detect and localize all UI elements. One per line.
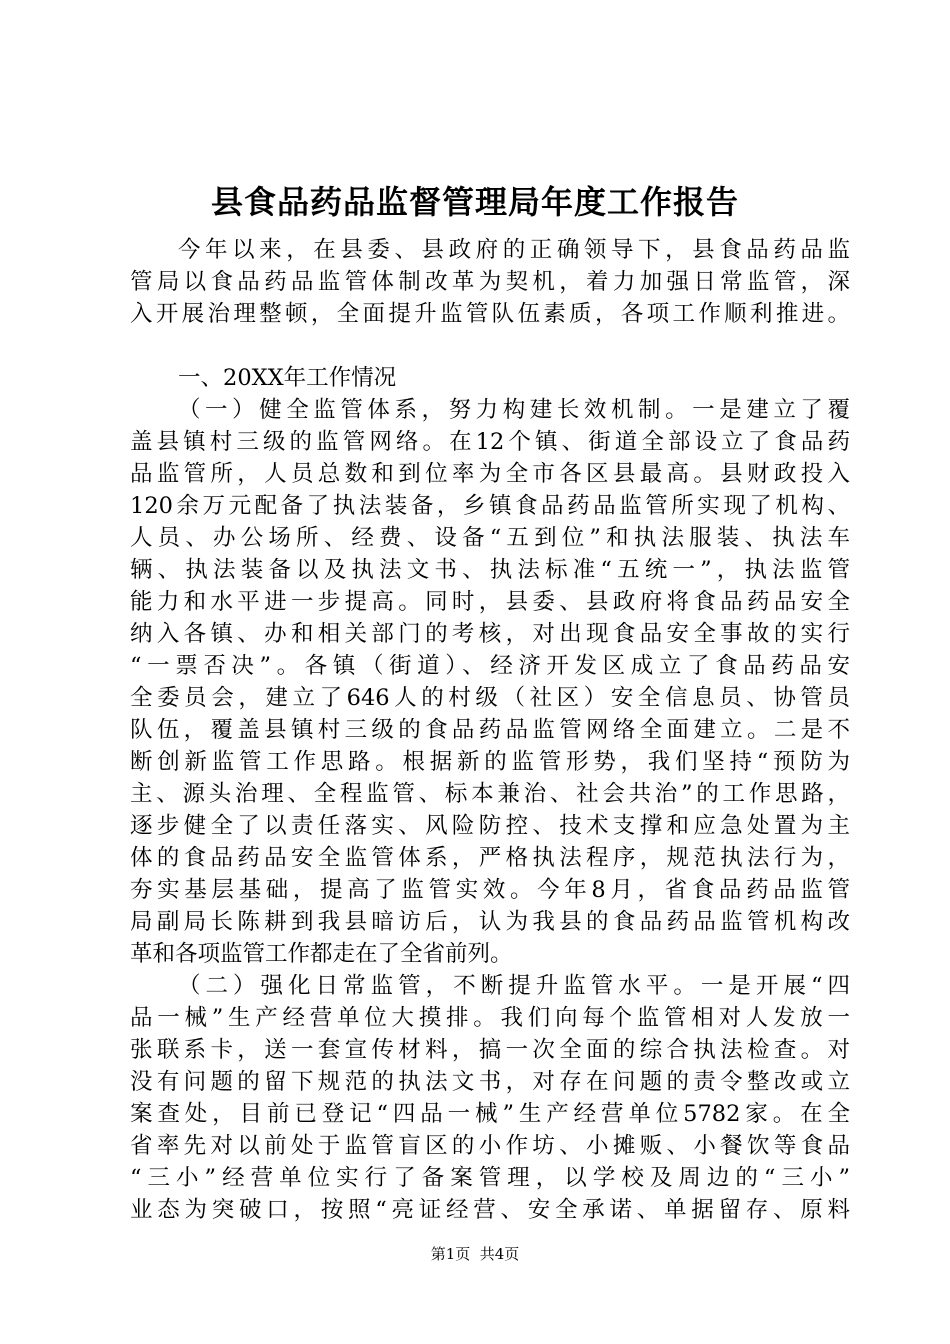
paragraph-line: “三小”经营单位实行了备案管理，以学校及周边的“三小” bbox=[130, 1165, 850, 1191]
paragraph-line: 没有问题的留下规范的执法文书，对存在问题的责令整改或立 bbox=[130, 1069, 850, 1095]
paragraph-line: 品一械”生产经营单位大摸排。我们向每个监管相对人发放一 bbox=[130, 1005, 850, 1031]
paragraph-line: 120余万元配备了执法装备，乡镇食品药品监管所实现了机构、 bbox=[130, 493, 850, 519]
paragraph-line: 业态为突破口，按照“亮证经营、安全承诺、单据留存、原料 bbox=[130, 1197, 850, 1223]
paragraph-line: 今年以来，在县委、县政府的正确领导下，县食品药品监 bbox=[178, 237, 850, 263]
paragraph-line: 断创新监管工作思路。根据新的监管形势，我们坚持“预防为 bbox=[130, 749, 850, 775]
paragraph-line: 夯实基层基础，提高了监管实效。今年8月，省食品药品监管 bbox=[130, 877, 850, 903]
paragraph-line: 主、源头治理、全程监管、标本兼治、社会共治”的工作思路， bbox=[130, 781, 850, 807]
paragraph-line: 张联系卡，送一套宣传材料，搞一次全面的综合执法检查。对 bbox=[130, 1037, 850, 1063]
paragraph-line: 纳入各镇、办和相关部门的考核，对出现食品安全事故的实行 bbox=[130, 621, 850, 647]
paragraph-line: （一）健全监管体系，努力构建长效机制。一是建立了覆 bbox=[178, 397, 850, 423]
paragraph-line: 品监管所，人员总数和到位率为全市各区县最高。县财政投入 bbox=[130, 461, 850, 487]
page-title: 县食品药品监督管理局年度工作报告 bbox=[210, 183, 739, 221]
paragraph-line: 革和各项监管工作都走在了全省前列。 bbox=[130, 941, 513, 967]
paragraph-line: 案查处，目前已登记“四品一械”生产经营单位5782家。在全 bbox=[130, 1101, 850, 1127]
paragraph-line: （二）强化日常监管，不断提升监管水平。一是开展“四 bbox=[178, 973, 850, 999]
paragraph-line: 队伍，覆盖县镇村三级的食品药品监管网络全面建立。二是不 bbox=[130, 717, 850, 743]
paragraph-line: 入开展治理整顿，全面提升监管队伍素质，各项工作顺利推进。 bbox=[130, 301, 850, 327]
paragraph-line: 省率先对以前处于监管盲区的小作坊、小摊贩、小餐饮等食品 bbox=[130, 1133, 850, 1159]
paragraph-line: 体的食品药品安全监管体系，严格执法程序，规范执法行为， bbox=[130, 845, 850, 871]
paragraph-line: 逐步健全了以责任落实、风险防控、技术支撑和应急处置为主 bbox=[130, 813, 850, 839]
page-number-footer: 第1页 共4页 bbox=[430, 1245, 520, 1263]
paragraph-line: 能力和水平进一步提高。同时，县委、县政府将食品药品安全 bbox=[130, 589, 850, 615]
paragraph-line: 盖县镇村三级的监管网络。在12个镇、街道全部设立了食品药 bbox=[130, 429, 850, 455]
section-heading: 一、20XX年工作情况 bbox=[178, 365, 397, 391]
paragraph-line: “一票否决”。各镇（街道）、经济开发区成立了食品药品安 bbox=[130, 653, 850, 679]
paragraph-line: 人员、办公场所、经费、设备“五到位”和执法服装、执法车 bbox=[130, 525, 850, 551]
paragraph-line: 全委员会，建立了646人的村级（社区）安全信息员、协管员 bbox=[130, 685, 850, 711]
paragraph-line: 局副局长陈耕到我县暗访后，认为我县的食品药品监管机构改 bbox=[130, 909, 850, 935]
paragraph-line: 管局以食品药品监管体制改革为契机，着力加强日常监管，深 bbox=[130, 269, 850, 295]
paragraph-line: 辆、执法装备以及执法文书、执法标准“五统一”，执法监管 bbox=[130, 557, 850, 583]
